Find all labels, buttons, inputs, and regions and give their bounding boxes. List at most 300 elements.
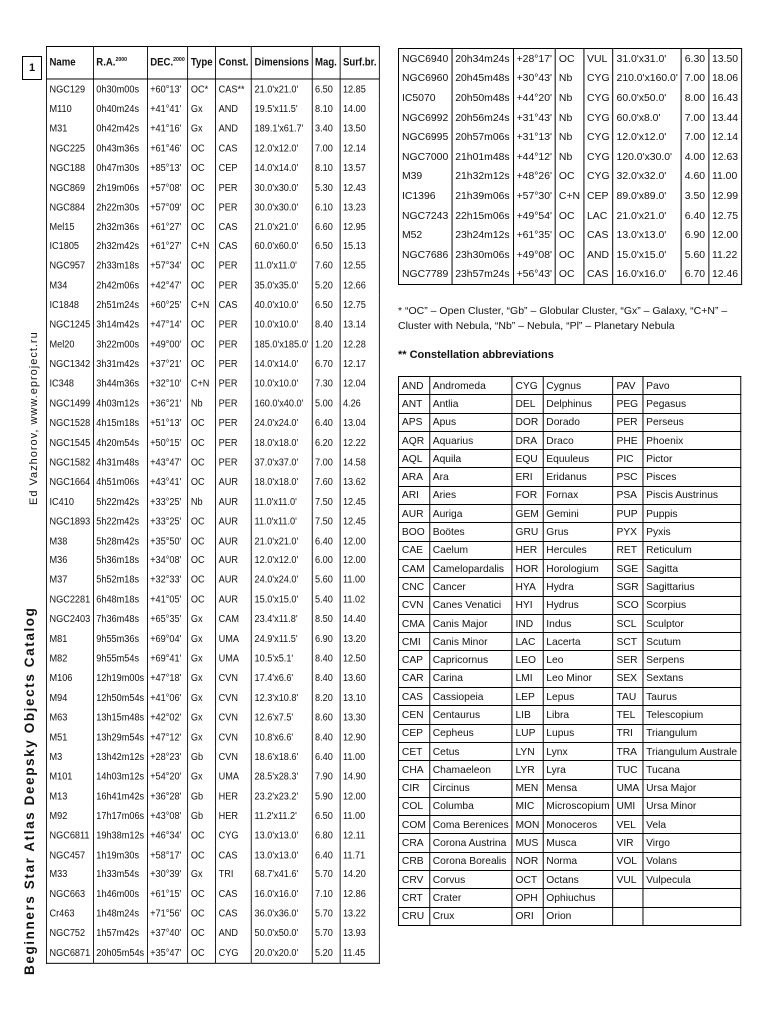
table-cell: Nb — [555, 127, 583, 147]
table-cell: +32°33' — [147, 570, 188, 590]
table-cell: UMA — [216, 767, 252, 787]
table-cell: Virgo — [643, 834, 741, 852]
table-cell: 3h14m42s — [93, 315, 147, 335]
table-cell: 8.40 — [312, 727, 340, 747]
table-cell: Corona Austrina — [429, 834, 512, 852]
catalog-row — [398, 127, 741, 147]
table-cell: PER — [216, 453, 252, 473]
catalog-row — [46, 217, 379, 237]
table-cell: 6.50 — [312, 295, 340, 315]
table-cell: Nb — [188, 492, 216, 512]
table-cell: CEP — [216, 158, 252, 178]
table-cell: 13.57 — [342, 161, 366, 174]
table-cell: 11.00 — [342, 809, 366, 822]
table-cell: 12.00 — [342, 790, 366, 803]
abbreviation-row — [398, 614, 740, 632]
table-cell: Gx — [188, 688, 216, 708]
table-cell: 2h33m18s — [93, 256, 147, 276]
table-cell: 60.0'x60.0' — [252, 237, 312, 257]
header-surfbr: Surf.br. — [340, 46, 380, 78]
table-cell: 11.22 — [711, 248, 738, 261]
table-cell: OCT — [512, 871, 543, 889]
table-cell: 5h28m42s — [93, 531, 147, 551]
table-cell: 8.00 — [681, 88, 708, 108]
main-catalog-table — [46, 46, 380, 964]
table-cell: Gx — [188, 99, 216, 119]
table-cell: Gx — [188, 610, 216, 630]
table-cell: 0h43m36s — [93, 138, 147, 158]
table-cell: 12.66 — [342, 279, 366, 292]
table-cell: ARA — [398, 468, 429, 486]
table-cell: CIR — [398, 779, 429, 797]
table-cell: CAS — [398, 688, 429, 706]
table-cell: OC — [555, 49, 583, 69]
table-cell: COM — [398, 816, 429, 834]
table-cell: NGC869 — [46, 178, 93, 198]
table-cell: Ursa Minor — [643, 797, 741, 815]
abbreviation-row — [398, 468, 740, 486]
table-cell: +43°08' — [147, 806, 188, 826]
table-cell: Microscopium — [543, 797, 613, 815]
abbreviation-row — [398, 523, 740, 541]
type-legend-note: * “OC” – Open Cluster, “Gb” – Globular Cluster, “Gx” – Galaxy, “C+N” – Cluster with Nebula, “Nb” – Nebula, “Pl” – Planetary Nebula — [398, 305, 728, 332]
table-cell: 20.0'x20.0' — [252, 943, 312, 963]
table-cell: PER — [216, 394, 252, 414]
table-cell: 35.0'x35.0' — [252, 276, 312, 296]
table-cell: Ara — [429, 468, 512, 486]
table-cell: 15.13 — [342, 240, 366, 253]
table-cell: NGC1499 — [46, 394, 93, 414]
table-cell: Sagitta — [643, 559, 741, 577]
table-cell: 7.00 — [312, 138, 340, 158]
table-cell: M92 — [46, 806, 93, 826]
table-cell: Gx — [188, 865, 216, 885]
table-cell: CYG — [216, 826, 252, 846]
header-type: Type — [188, 46, 216, 78]
table-cell: Pyxis — [643, 523, 741, 541]
main-table-body — [46, 79, 379, 964]
table-cell: CRT — [398, 889, 429, 907]
table-cell: OC — [188, 884, 216, 904]
table-cell: +41°41' — [147, 99, 188, 119]
side-strip — [0, 0, 46, 1024]
table-cell: 6.20 — [312, 433, 340, 453]
table-cell: 23.2'x23.2' — [252, 786, 312, 806]
table-cell: 11.0'x11.0' — [252, 256, 312, 276]
abbreviation-row — [398, 761, 740, 779]
table-cell: 13.0'x13.0' — [252, 845, 312, 865]
table-cell: 18.6'x18.6' — [252, 747, 312, 767]
table-cell: Canis Major — [429, 614, 512, 632]
table-cell: OC — [188, 354, 216, 374]
table-cell: 0h40m24s — [93, 99, 147, 119]
abbreviation-row — [398, 669, 740, 687]
table-cell: NGC1893 — [46, 511, 93, 531]
table-cell: OC — [188, 453, 216, 473]
table-cell: CAP — [398, 651, 429, 669]
table-cell: NGC6811 — [46, 826, 93, 846]
table-cell: Dorado — [543, 413, 613, 431]
table-cell: Norma — [543, 852, 613, 870]
table-cell: 23h30m06s — [452, 245, 513, 265]
table-cell: 5.90 — [312, 786, 340, 806]
table-cell: Tucana — [643, 761, 741, 779]
table-cell: Hydra — [543, 578, 613, 596]
table-cell: Leo — [543, 651, 613, 669]
table-cell: LYR — [512, 761, 543, 779]
table-cell: 2h32m36s — [93, 217, 147, 237]
table-cell: 89.0'x89.0' — [613, 186, 681, 206]
table-cell: 21.0'x21.0' — [252, 531, 312, 551]
table-cell: OC — [188, 511, 216, 531]
table-cell: SCT — [613, 633, 643, 651]
table-cell: Gx — [188, 119, 216, 139]
table-cell: 6.40 — [312, 845, 340, 865]
table-cell: 6.10 — [312, 197, 340, 217]
table-cell: 5h36m18s — [93, 551, 147, 571]
table-cell: 12.45 — [342, 495, 366, 508]
table-cell: OPH — [512, 889, 543, 907]
table-cell: 12.0'x12.0' — [613, 127, 681, 147]
table-cell: DRA — [512, 431, 543, 449]
table-cell: 4h03m12s — [93, 394, 147, 414]
table-cell: +50°15' — [147, 433, 188, 453]
table-cell: 13.14 — [342, 318, 366, 331]
catalog-row — [398, 147, 741, 167]
table-cell: Telescopium — [643, 706, 741, 724]
table-cell: 12.85 — [342, 83, 366, 96]
table-cell: 17h17m06s — [93, 806, 147, 826]
table-cell: 18.06 — [711, 72, 739, 85]
table-cell: LMI — [512, 669, 543, 687]
catalog-row — [46, 806, 379, 826]
table-cell — [643, 907, 741, 925]
abbreviation-row — [398, 724, 740, 742]
table-cell: PER — [216, 256, 252, 276]
table-cell: LAC — [512, 633, 543, 651]
table-cell: ANT — [398, 395, 429, 413]
table-cell: Camelopardalis — [429, 559, 512, 577]
table-cell: OC — [188, 138, 216, 158]
table-cell: Grus — [543, 523, 613, 541]
table-cell: 24.0'x24.0' — [252, 413, 312, 433]
table-cell: 14.40 — [342, 613, 366, 626]
table-cell: Taurus — [643, 688, 741, 706]
table-cell: 13.0'x13.0' — [252, 826, 312, 846]
table-cell: Caelum — [429, 541, 512, 559]
table-cell: +60°25' — [147, 295, 188, 315]
table-cell: 2h22m30s — [93, 197, 147, 217]
table-cell: CMA — [398, 614, 429, 632]
table-cell: Mel20 — [46, 335, 93, 355]
catalog-row — [46, 924, 379, 944]
table-cell: 6.30 — [681, 49, 708, 69]
catalog-row — [46, 158, 379, 178]
table-cell: NGC188 — [46, 158, 93, 178]
table-cell: AUR — [216, 492, 252, 512]
table-cell: Cygnus — [543, 377, 613, 395]
table-cell: Gx — [188, 727, 216, 747]
abbreviation-row — [398, 889, 740, 907]
table-cell: NGC6940 — [398, 49, 451, 69]
table-cell: Delphinus — [543, 395, 613, 413]
table-cell: AND — [216, 99, 252, 119]
abbreviation-row — [398, 395, 740, 413]
table-cell: 7.00 — [681, 69, 708, 89]
table-cell: PUP — [613, 505, 643, 523]
table-cell: CEP — [398, 724, 429, 742]
table-cell: 8.40 — [312, 315, 340, 335]
table-cell: +37°40' — [147, 924, 188, 944]
table-cell: 20h57m06s — [452, 127, 513, 147]
table-cell: MON — [512, 816, 543, 834]
catalog-row — [46, 138, 379, 158]
table-cell: IC1848 — [46, 295, 93, 315]
table-cell: NGC1664 — [46, 472, 93, 492]
table-cell: 6.70 — [312, 354, 340, 374]
table-cell: OC* — [188, 79, 216, 99]
table-cell: 13.10 — [342, 692, 366, 704]
table-cell: 0h30m00s — [93, 79, 147, 99]
table-cell: +30°39' — [147, 865, 188, 885]
table-cell: +57°34' — [147, 256, 188, 276]
table-cell: CNC — [398, 578, 429, 596]
table-cell: IC348 — [46, 374, 93, 394]
table-cell: CHA — [398, 761, 429, 779]
table-cell: Cepheus — [429, 724, 512, 742]
table-cell: 11.00 — [711, 170, 738, 183]
table-cell: 11.0'x11.0' — [252, 492, 312, 512]
table-cell: LEP — [512, 688, 543, 706]
table-cell: 12.04 — [342, 377, 366, 390]
table-cell: Mensa — [543, 779, 613, 797]
abbreviation-row — [398, 505, 740, 523]
table-cell: LAC — [584, 206, 614, 226]
catalog-row — [46, 295, 379, 315]
catalog-row — [46, 629, 379, 649]
table-cell: 15.0'x15.0' — [613, 245, 681, 265]
table-cell: +41°16' — [147, 119, 188, 139]
table-cell: M13 — [46, 786, 93, 806]
table-cell: M51 — [46, 727, 93, 747]
table-cell: OC — [188, 551, 216, 571]
table-cell: Circinus — [429, 779, 512, 797]
table-cell: +37°21' — [147, 354, 188, 374]
table-cell: 13.50 — [342, 122, 366, 135]
table-cell: 210.0'x160.0' — [613, 69, 681, 89]
table-cell: 20h05m54s — [93, 943, 147, 963]
table-cell: 6.50 — [312, 806, 340, 826]
table-cell: 21h39m06s — [452, 186, 513, 206]
table-cell: 13h15m48s — [93, 708, 147, 728]
table-cell: Cr463 — [46, 904, 93, 924]
table-cell: Columba — [429, 797, 512, 815]
table-cell: VOL — [613, 852, 643, 870]
table-cell: NGC663 — [46, 884, 93, 904]
table-cell: CAS — [216, 884, 252, 904]
table-cell: OC — [188, 217, 216, 237]
table-cell: Pisces — [643, 468, 741, 486]
table-cell: 7.30 — [312, 374, 340, 394]
table-cell: Vulpecula — [643, 871, 741, 889]
table-cell: 16.0'x16.0' — [613, 265, 681, 285]
table-cell: DOR — [512, 413, 543, 431]
table-cell: PER — [216, 433, 252, 453]
table-cell: Nb — [188, 394, 216, 414]
table-cell: IC1805 — [46, 237, 93, 257]
table-cell: 5.00 — [312, 394, 340, 414]
table-cell: Reticulum — [643, 541, 741, 559]
table-cell — [613, 907, 643, 925]
table-cell: 8.20 — [312, 688, 340, 708]
table-cell: 21.0'x21.0' — [252, 79, 312, 99]
abbreviation-row — [398, 377, 740, 395]
table-cell: M36 — [46, 551, 93, 571]
table-cell: Indus — [543, 614, 613, 632]
table-cell: +46°34' — [147, 826, 188, 846]
table-cell: 6.40 — [312, 531, 340, 551]
table-cell: MEN — [512, 779, 543, 797]
table-cell: Scorpius — [643, 596, 741, 614]
table-cell: TAU — [613, 688, 643, 706]
catalog-row — [46, 178, 379, 198]
catalog-row — [46, 669, 379, 689]
table-cell: 21.0'x21.0' — [252, 217, 312, 237]
table-cell: DEL — [512, 395, 543, 413]
table-cell: 1h33m54s — [93, 865, 147, 885]
table-cell: 2h32m42s — [93, 237, 147, 257]
table-cell: RET — [613, 541, 643, 559]
table-cell: C+N — [188, 237, 216, 257]
table-cell: 7.00 — [681, 127, 708, 147]
table-cell: 4h51m06s — [93, 472, 147, 492]
table-cell: 120.0'x30.0' — [613, 147, 681, 167]
continued-catalog-table — [398, 48, 742, 285]
table-cell: M39 — [398, 167, 451, 187]
table-cell: +42°02' — [147, 708, 188, 728]
abbreviation-row — [398, 797, 740, 815]
table-cell: 12.55 — [342, 260, 366, 272]
table-cell: 37.0'x37.0' — [252, 453, 312, 473]
abbreviation-row — [398, 779, 740, 797]
table-cell: VIR — [613, 834, 643, 852]
table-cell: TUC — [613, 761, 643, 779]
abbreviation-row — [398, 450, 740, 468]
table-cell: CRU — [398, 907, 429, 925]
table-cell: PER — [216, 178, 252, 198]
table-cell: MUS — [512, 834, 543, 852]
table-cell: Aquila — [429, 450, 512, 468]
table-cell: PER — [216, 335, 252, 355]
table-cell: SCO — [613, 596, 643, 614]
table-cell: +43°47' — [147, 453, 188, 473]
table-cell: Lacerta — [543, 633, 613, 651]
table-cell: CAM — [398, 559, 429, 577]
abbreviation-row — [398, 852, 740, 870]
table-cell: 60.0'x8.0' — [613, 108, 681, 128]
table-cell: Musca — [543, 834, 613, 852]
table-cell: Gemini — [543, 505, 613, 523]
table-cell: 5h22m42s — [93, 492, 147, 512]
catalog-row — [46, 119, 379, 139]
table-cell: 6.80 — [312, 826, 340, 846]
table-cell: PER — [216, 315, 252, 335]
table-cell: 14.20 — [342, 868, 366, 881]
table-cell: 4.26 — [342, 397, 361, 410]
table-cell: Corvus — [429, 871, 512, 889]
table-cell: OC — [188, 276, 216, 296]
table-cell: 11.71 — [342, 849, 366, 861]
table-cell: 4h20m54s — [93, 433, 147, 453]
table-cell: AND — [398, 377, 429, 395]
table-cell: +57°09' — [147, 197, 188, 217]
table-cell: 10.0'x10.0' — [252, 374, 312, 394]
table-cell: Lynx — [543, 742, 613, 760]
catalog-row — [46, 79, 379, 99]
table-cell: PER — [216, 197, 252, 217]
table-cell: +36°28' — [147, 786, 188, 806]
table-cell: PEG — [613, 395, 643, 413]
table-cell: OC — [188, 943, 216, 963]
catalog-row — [398, 225, 741, 245]
catalog-row — [46, 197, 379, 217]
table-cell: IC1396 — [398, 186, 451, 206]
table-cell: 11.00 — [342, 750, 366, 763]
table-cell: 3.40 — [312, 119, 340, 139]
table-cell: 12.45 — [342, 515, 366, 528]
table-cell: OC — [555, 225, 583, 245]
table-cell: CVN — [216, 688, 252, 708]
table-cell: 23.4'x11.8' — [252, 610, 312, 630]
table-cell: 13.60 — [342, 672, 366, 685]
table-cell: Cassiopeia — [429, 688, 512, 706]
table-cell: +61°27' — [147, 217, 188, 237]
table-cell: +44°20' — [513, 88, 555, 108]
table-cell: PER — [216, 374, 252, 394]
catalog-row — [46, 374, 379, 394]
table-cell: 11.45 — [342, 947, 366, 960]
table-cell: C+N — [188, 374, 216, 394]
table-cell: +35°50' — [147, 531, 188, 551]
table-cell: PER — [216, 354, 252, 374]
table-cell: AUR — [216, 551, 252, 571]
table-cell: UMA — [216, 649, 252, 669]
table-cell: 7.10 — [312, 884, 340, 904]
abbreviation-row — [398, 688, 740, 706]
table-cell: Gx — [188, 629, 216, 649]
table-cell: CYG — [584, 167, 614, 187]
page-number: 1 — [22, 56, 42, 80]
catalog-row — [46, 708, 379, 728]
table-cell: OC — [188, 904, 216, 924]
table-cell: Draco — [543, 431, 613, 449]
table-cell: 5.70 — [312, 904, 340, 924]
table-cell: Boötes — [429, 523, 512, 541]
catalog-row — [46, 649, 379, 669]
catalog-row — [46, 256, 379, 276]
table-cell: 8.10 — [312, 158, 340, 178]
table-cell: 185.0'x185.0' — [252, 335, 312, 355]
table-cell: 21h01m48s — [452, 147, 513, 167]
table-cell: NGC6960 — [398, 69, 451, 89]
table-cell: CAS — [216, 237, 252, 257]
table-cell: 5.60 — [681, 245, 708, 265]
table-cell: CAM — [216, 610, 252, 630]
table-cell: Perseus — [643, 413, 741, 431]
table-cell: +54°20' — [147, 767, 188, 787]
table-cell: NGC884 — [46, 197, 93, 217]
table-cell: M33 — [46, 865, 93, 885]
